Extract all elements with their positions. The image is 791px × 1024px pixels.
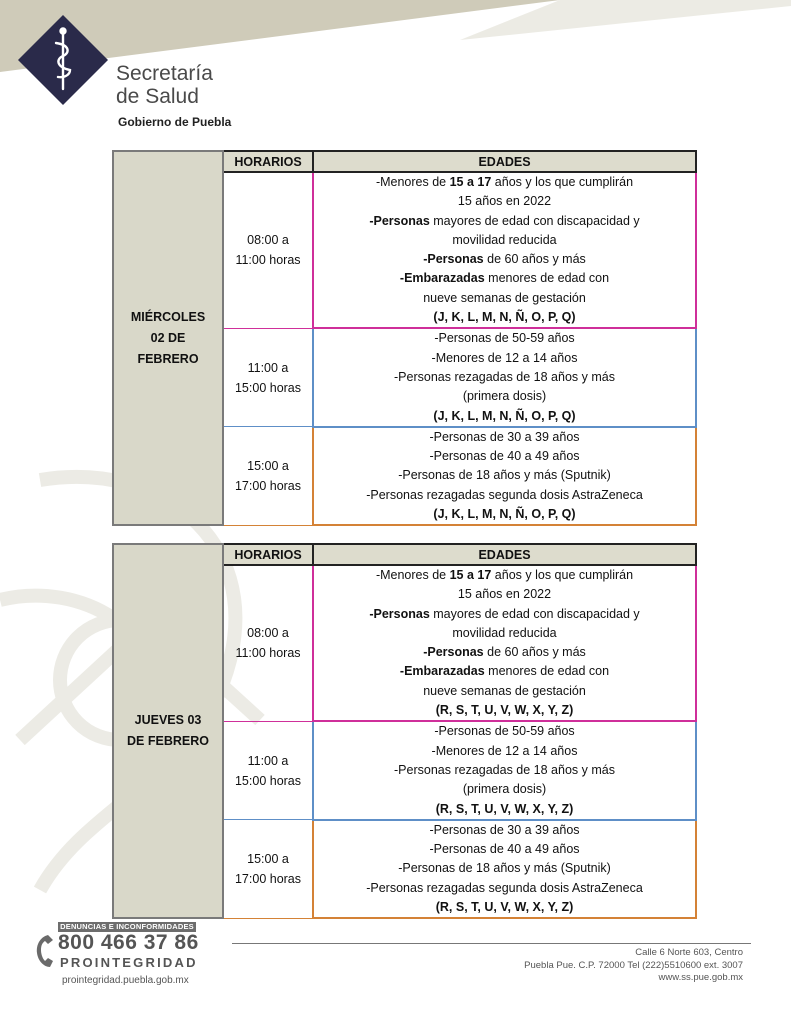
- text: -Menores de: [375, 568, 450, 582]
- text: menores de edad con: [484, 271, 610, 286]
- text: de 60 años y más: [483, 645, 586, 660]
- text: movilidad reducida: [452, 625, 557, 640]
- text: años y los que cumplirán: [491, 568, 634, 582]
- footer-divider: [232, 943, 751, 944]
- bold-text: (R, S, T, U, V, W, X, Y, Z): [435, 801, 574, 816]
- age-group-line: [314, 269, 695, 288]
- age-group-line: [314, 466, 695, 485]
- age-group-line: [314, 585, 695, 604]
- time-line: 11:00 a: [247, 753, 289, 768]
- age-group-line: [314, 761, 695, 780]
- age-group-line: [314, 428, 695, 447]
- age-group-line: [314, 566, 695, 585]
- age-group-line: [314, 821, 695, 840]
- time-cell: [223, 565, 313, 721]
- org-subtitle: Gobierno de Puebla: [118, 115, 232, 129]
- age-group-line: [314, 349, 695, 368]
- edades-header: EDADES: [313, 151, 696, 172]
- bold-text: -Personas: [369, 213, 430, 228]
- day-label-line: MIÉRCOLES: [130, 309, 206, 324]
- age-groups-cell: [313, 328, 696, 426]
- schedule-table-thursday: [112, 543, 697, 919]
- text: años y los que cumplirán: [491, 175, 634, 189]
- horarios-header: HORARIOS: [223, 151, 313, 172]
- text: 15 años en 2022: [457, 194, 552, 209]
- age-group-line: [314, 407, 695, 426]
- age-group-line: [314, 662, 695, 681]
- age-group-line: [314, 192, 695, 211]
- age-groups-cell: [313, 820, 696, 918]
- text: -Personas rezagadas de 18 años y más: [394, 369, 615, 384]
- bold-text: -Embarazadas: [399, 271, 485, 286]
- time-cell: [223, 328, 313, 426]
- age-group-line: [314, 605, 695, 624]
- day-label-line: JUEVES 03: [134, 713, 202, 728]
- bold-text: 15 a 17: [449, 568, 492, 582]
- age-group-line: [314, 898, 695, 917]
- time-cell: [223, 721, 313, 819]
- time-line: 17:00 horas: [234, 872, 302, 887]
- age-group-line: [314, 250, 695, 269]
- time-line: 11:00 a: [247, 360, 289, 375]
- age-group-line: [314, 212, 695, 231]
- age-group-line: [314, 231, 695, 250]
- org-title-line1: Secretaría: [116, 62, 213, 85]
- time-line: 15:00 a: [247, 459, 289, 474]
- address-line2: Puebla Pue. C.P. 72000 Tel (222)5510600 ext. 3007: [524, 959, 743, 971]
- table-header-row: [113, 151, 696, 172]
- age-group-line: [314, 173, 695, 192]
- text: -Personas de 40 a 49 años: [429, 449, 580, 464]
- age-group-line: [314, 682, 695, 701]
- text: 15 años en 2022: [457, 587, 552, 602]
- address-line1: Calle 6 Norte 603, Centro: [635, 947, 743, 958]
- text: -Personas de 18 años y más (Sputnik): [398, 861, 611, 876]
- age-group-line: [314, 879, 695, 898]
- time-line: 17:00 horas: [234, 479, 302, 494]
- text: nueve semanas de gestación: [423, 683, 586, 698]
- edades-header: EDADES: [313, 544, 696, 565]
- day-label-line: FEBRERO: [137, 351, 199, 366]
- text: -Personas rezagadas segunda dosis AstraZeneca: [366, 880, 643, 895]
- age-groups-cell: [313, 172, 696, 328]
- text: -Personas de 50-59 años: [434, 724, 575, 739]
- age-group-line: [314, 800, 695, 819]
- bold-text: -Personas: [369, 606, 430, 621]
- time-cell: [223, 820, 313, 918]
- age-group-line: [314, 289, 695, 308]
- text: menores de edad con: [484, 664, 610, 679]
- bold-text: (R, S, T, U, V, W, X, Y, Z): [435, 703, 574, 718]
- phone-icon: [34, 933, 56, 969]
- age-groups-cell: [313, 721, 696, 819]
- text: (primera dosis): [462, 782, 547, 797]
- text: -Personas rezagadas segunda dosis AstraZeneca: [366, 487, 643, 502]
- text: movilidad reducida: [452, 232, 557, 247]
- org-title-line2: de Salud: [116, 85, 199, 108]
- table-header-row: [113, 544, 696, 565]
- time-line: 11:00 horas: [235, 646, 301, 661]
- time-line: 08:00 a: [247, 233, 289, 248]
- bold-text: (J, K, L, M, N, Ñ, O, P, Q): [433, 507, 576, 522]
- day-label-cell: [113, 151, 223, 525]
- text: mayores de edad con discapacidad y: [429, 606, 640, 621]
- prointegridad-website: prointegridad.puebla.gob.mx: [62, 975, 189, 986]
- text: (primera dosis): [462, 389, 547, 404]
- horarios-header: HORARIOS: [223, 544, 313, 565]
- text: -Menores de: [375, 175, 450, 189]
- bold-text: -Personas: [423, 645, 484, 660]
- bold-text: -Embarazadas: [399, 664, 485, 679]
- bold-text: 15 a 17: [449, 175, 492, 189]
- age-group-line: [314, 329, 695, 348]
- age-groups-cell: [313, 427, 696, 525]
- text: de 60 años y más: [483, 252, 586, 267]
- bold-text: (J, K, L, M, N, Ñ, O, P, Q): [433, 408, 576, 423]
- text: mayores de edad con discapacidad y: [429, 213, 640, 228]
- text: -Personas de 40 a 49 años: [429, 842, 580, 857]
- schedule-table-wednesday: [112, 150, 697, 526]
- address-block: [524, 947, 743, 985]
- text: -Menores de 12 a 14 años: [431, 743, 578, 758]
- text: -Menores de 12 a 14 años: [431, 350, 578, 365]
- time-line: 11:00 horas: [235, 253, 301, 268]
- time-line: 15:00 horas: [234, 773, 302, 788]
- day-label-cell: [113, 544, 223, 918]
- age-group-line: [314, 840, 695, 859]
- age-group-line: [314, 368, 695, 387]
- time-line: 08:00 a: [247, 626, 289, 641]
- bold-text: (J, K, L, M, N, Ñ, O, P, Q): [433, 310, 576, 325]
- text: -Personas rezagadas de 18 años y más: [394, 762, 615, 777]
- time-line: 15:00 a: [247, 852, 289, 867]
- age-group-line: [314, 505, 695, 524]
- text: -Personas de 50-59 años: [434, 331, 575, 346]
- age-group-line: [314, 643, 695, 662]
- age-group-line: [314, 780, 695, 799]
- prointegridad-label: PROINTEGRIDAD: [60, 955, 198, 970]
- bold-text: (R, S, T, U, V, W, X, Y, Z): [435, 900, 574, 915]
- phone-number: 800 466 37 86: [58, 931, 199, 954]
- age-group-line: [314, 722, 695, 741]
- time-cell: [223, 427, 313, 525]
- age-group-line: [314, 624, 695, 643]
- age-groups-cell: [313, 565, 696, 721]
- age-group-line: [314, 742, 695, 761]
- day-label-line: DE FEBRERO: [127, 734, 209, 749]
- time-cell: [223, 172, 313, 328]
- age-group-line: [314, 308, 695, 327]
- age-group-line: [314, 859, 695, 878]
- address-line3: www.ss.pue.gob.mx: [658, 972, 743, 983]
- text: -Personas de 30 a 39 años: [429, 429, 580, 444]
- day-label-line: 02 DE: [150, 330, 186, 345]
- health-logo-icon: [18, 15, 108, 105]
- age-group-line: [314, 701, 695, 720]
- denuncias-label: DENUNCIAS E INCONFORMIDADES: [58, 922, 196, 932]
- text: -Personas de 30 a 39 años: [429, 822, 580, 837]
- org-title: [116, 62, 213, 108]
- time-line: 15:00 horas: [234, 380, 302, 395]
- age-group-line: [314, 486, 695, 505]
- age-group-line: [314, 387, 695, 406]
- text: -Personas de 18 años y más (Sputnik): [398, 468, 611, 483]
- text: nueve semanas de gestación: [423, 290, 586, 305]
- bold-text: -Personas: [423, 252, 484, 267]
- age-group-line: [314, 447, 695, 466]
